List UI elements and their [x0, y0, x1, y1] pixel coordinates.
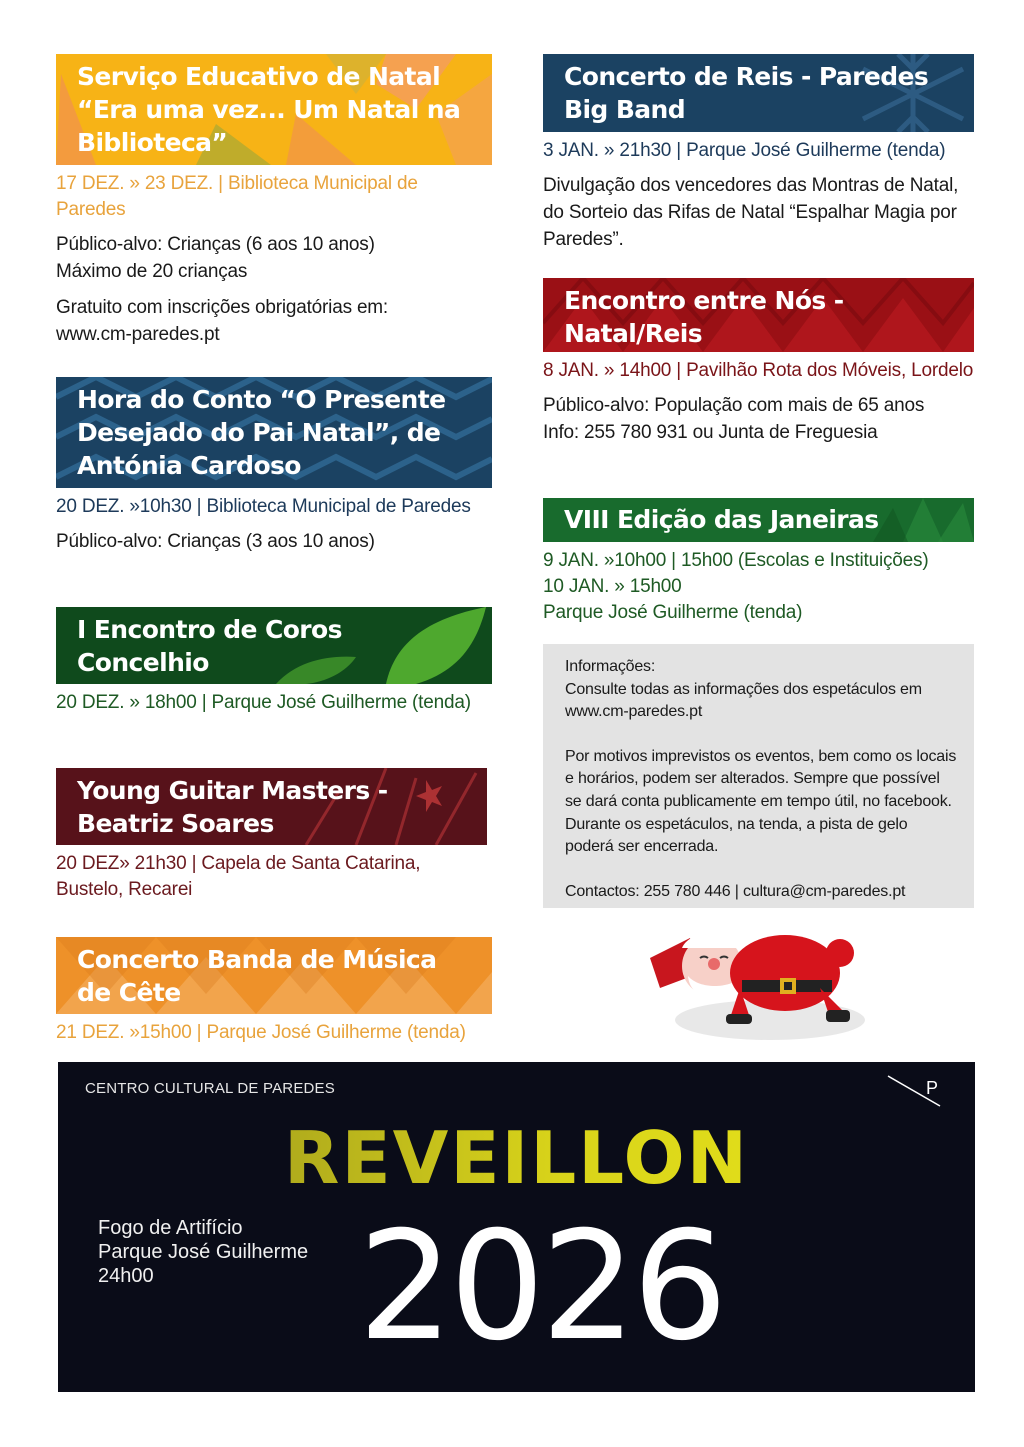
website-link[interactable]: www.cm-paredes.pt: [56, 324, 220, 345]
event-banner: [56, 607, 492, 684]
event-banner: [543, 498, 974, 542]
event-date-location: 21 DEZ. »15h00 | Parque José Guilherme (tenda): [56, 1022, 466, 1043]
event-young-guitar-masters: [56, 768, 492, 903]
info-disclaimer-text: Por motivos imprevistos os eventos, bem como os locais e horários, podem ser alterados. Sempre que possível se dará conta publicamente em tempo útil, no facebook. Durante os espetáculos, na tenda, a pista de gelo poderá ser encerrada.: [565, 747, 957, 856]
event-banner: [56, 937, 492, 1014]
event-description: [56, 231, 492, 348]
event-title-line: Young Guitar Masters -: [77, 776, 388, 805]
event-title-line: VIII Edição das Janeiras: [564, 505, 879, 534]
event-concerto-reis: [543, 54, 977, 253]
reveillon-year: 2026: [358, 1200, 724, 1374]
event-banner: [56, 377, 492, 488]
time-text: 24h00: [98, 1265, 154, 1287]
event-date-location: 20 DEZ» 21h30 | Capela de Santa Catarina, Bustelo, Recarei: [56, 853, 421, 900]
event-title-line: Beatriz Soares: [77, 809, 274, 838]
event-concerto-banda: [56, 937, 492, 1046]
event-title-line: Natal/Reis: [564, 319, 702, 348]
registration-text: Gratuito com inscrições obrigatórias em:: [56, 297, 389, 318]
location-line: Parque José Guilherme (tenda): [543, 602, 803, 623]
event-title-line: Concelhio: [77, 648, 209, 677]
event-description: [543, 392, 977, 446]
info-box: [543, 644, 974, 908]
audience-text: Público-alvo: Crianças (6 aos 10 anos): [56, 234, 375, 255]
event-title-line: I Encontro de Coros: [77, 615, 342, 644]
centro-cultural-logo-icon: [886, 1072, 944, 1108]
reveillon-footer: [58, 1062, 975, 1392]
event-date-location: 17 DEZ. » 23 DEZ. | Biblioteca Municipal de Paredes: [56, 173, 418, 220]
event-edicao-janeiras: [543, 498, 977, 626]
event-title-line: Concerto Banda de Música: [77, 945, 437, 974]
event-title-line: de Cête: [77, 978, 181, 1007]
event-title-line: Hora do Conto “O Presente: [77, 385, 446, 414]
info-heading: Informações:: [565, 658, 656, 675]
event-banner: [56, 54, 492, 165]
event-title-line: “Era uma vez... Um Natal na: [77, 95, 461, 124]
event-title-line: Concerto de Reis - Paredes: [564, 62, 929, 91]
location-text: Parque José Guilherme: [98, 1241, 309, 1263]
event-description: [56, 528, 492, 555]
event-date-location: 20 DEZ. » 18h00 | Parque José Guilherme (tenda): [56, 692, 471, 713]
event-date-location: 20 DEZ. »10h30 | Biblioteca Municipal de Paredes: [56, 496, 471, 517]
event-encontro-coros: [56, 607, 492, 716]
venue-label: CENTRO CULTURAL DE PAREDES: [85, 1080, 335, 1097]
event-date-location: 8 JAN. » 14h00 | Pavilhão Rota dos Móveis, Lordelo: [543, 360, 974, 381]
event-title-line: Antónia Cardoso: [77, 451, 301, 480]
event-date-location: 3 JAN. » 21h30 | Parque José Guilherme (tenda): [543, 140, 946, 161]
reveillon-title: REVEILLON: [58, 1116, 975, 1200]
logo-letter: P: [926, 1078, 939, 1098]
info-website-text: Consulte todas as informações dos espetáculos em www.cm-paredes.pt: [565, 680, 922, 721]
capacity-text: Máximo de 20 crianças: [56, 261, 248, 282]
description-text: Divulgação dos vencedores das Montras de Natal, do Sorteio das Rifas de Natal “Espalhar Magia por Paredes”.: [543, 175, 959, 250]
event-title-line: Encontro entre Nós -: [564, 286, 844, 315]
fireworks-text: Fogo de Artifício: [98, 1217, 243, 1239]
reveillon-details: [98, 1216, 308, 1288]
date-line: 10 JAN. » 15h00: [543, 576, 682, 597]
event-hora-do-conto: [56, 377, 492, 555]
santa-illustration-icon: [630, 918, 870, 1042]
event-description: [543, 172, 977, 253]
date-line: 9 JAN. »10h00 | 15h00 (Escolas e Instituições): [543, 550, 929, 571]
event-date-time: [543, 548, 977, 626]
event-encontro-entre-nos: [543, 278, 977, 446]
event-banner: [543, 278, 974, 352]
contact-text: Info: 255 780 931 ou Junta de Freguesia: [543, 422, 878, 443]
event-title-line: Big Band: [564, 95, 686, 124]
event-banner: [56, 768, 487, 845]
event-title-line: Serviço Educativo de Natal: [77, 62, 441, 91]
audience-text: Público-alvo: População com mais de 65 anos: [543, 395, 925, 416]
event-banner: [543, 54, 974, 132]
event-servico-educativo: [56, 54, 492, 348]
audience-text: Público-alvo: Crianças (3 aos 10 anos): [56, 531, 375, 552]
info-contacts-text: Contactos: 255 780 446 | cultura@cm-paredes.pt: [565, 882, 906, 900]
event-title-line: Desejado do Pai Natal”, de: [77, 418, 441, 447]
event-title-line: Biblioteca”: [77, 128, 228, 157]
